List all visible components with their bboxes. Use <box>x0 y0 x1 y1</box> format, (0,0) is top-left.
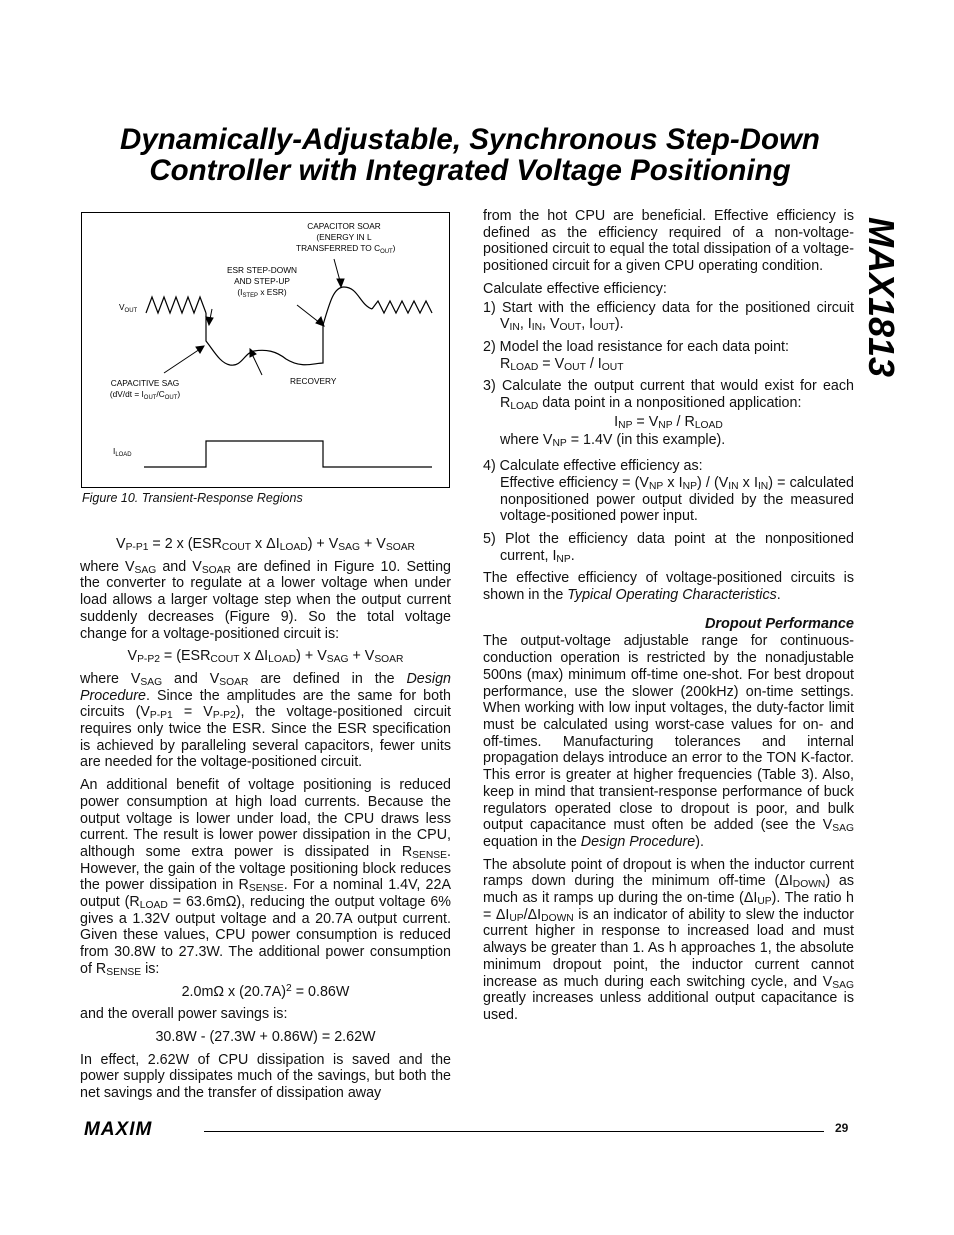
arrow-capacitive-sag <box>164 346 204 373</box>
step-1: 1) Start with the efficiency data for the positioned circuit $V_{IN}$, $I_{IN}$, $V_{OUT}$, $I_{OUT}$). <box>483 299 854 334</box>
figure-transient-response <box>81 212 450 488</box>
paragraph-effective-efficiency-def: from the hot CPU are beneficial. Effective efficiency is defined as the efficiency required of a non-voltage-positioned circuit to equal the total dissipation of a voltage-positioned circuit for a given CPU operating condition. <box>483 208 854 275</box>
vout-label: $V_{OUT}$ <box>119 302 138 314</box>
step-3-where: where $V_{NP} = 1.4V$ (in this example). <box>500 432 726 450</box>
step-5: 5) Plot the efficiency data point at the nonpositioned current, $I_{NP}$. <box>483 530 854 565</box>
paragraph-overall-savings: and the overall power savings is: <box>80 1006 288 1023</box>
heading-dropout-performance: Dropout Performance <box>704 615 854 632</box>
arrow-recovery <box>250 349 262 375</box>
capacitive-sag-label: CAPACITIVE SAG $(dV/dt = I_{OUT}/C_{OUT})$ <box>109 378 181 401</box>
paragraph-design-procedure: where $V_{SAG}$ and $V_{SOAR}$ are defined in the Design Procedure. Since the amplitudes are the same for both circuits $(V_{P-P1} = V_{P-P2})$, the voltage-positioned circuit requires only twice the ESR. Since the ESR specification is achieved by paralleling several capacitors, fewer units are needed for the voltage-positioned circuit. <box>80 670 451 771</box>
paragraph-power-consumption: An additional benefit of voltage positioning is reduced power consumption at high load currents. Because the output voltage is lower under load, the CPU draws less current. The result is lower power dissipation in the CPU, although some extra power is dissipated in $R_{SENSE}$. However, the gain of the voltage positioning block reduces the power dissipation in $R_{SENSE}$. For a nominal 1.4V, 22A output $(R_{LOAD} = 63.6m\Omega)$, reducing the output voltage 6% gives a 1.32V output voltage and a 20.7A output current. Given these values, CPU power consumption is reduced from 30.8W to 27.3W. The additional power consumption of $R_{SENSE}$ is: <box>80 777 451 978</box>
vout-ripple-left <box>146 297 206 313</box>
side-part-number: MAX1813 <box>861 216 902 378</box>
esr-step-label: ESR STEP-DOWN AND STEP-UP ($I_{STEP}$ x ESR) <box>226 265 298 299</box>
paragraph-dropout-range: The output-voltage adjustable range for continuous-conduction operation is restricted by the nonadjustable 500ns (max) minimum off-time one-shot. For best dropout performance, use the slower (200kHz) on-time settings. When working with low input voltages, the duty-factor limit must be calculated using worst-case values for on- and off-times. Manufacturing tolerances and internal propagation delays introduce an error to the TON K-factor. This error is greater at higher frequencies (Table 3). Also, keep in mind that transient-response performance of buck regulators operated close to dropout is poor, and bulk output capacitance must often be added (see the $V_{SAG}$ equation in the Design Procedure). <box>483 633 854 850</box>
iload-label: $I_{LOAD}$ <box>113 446 132 458</box>
vout-sag-recovery <box>206 313 323 365</box>
recovery-label: RECOVERY <box>290 376 337 386</box>
vout-ripple-right <box>372 301 432 313</box>
step-4: 4) Calculate effective efficiency as: Effective efficiency = ($V_{NP}$ x $I_{NP}) / (V_{IN}$ x $I_{IN}$) = calculated nonpositioned power output divided by the measured voltage-positioned power input. <box>483 458 854 525</box>
paragraph-in-effect: In effect, 2.62W of CPU dissipation is saved and the power supply dissipates much of the savings, but both the net savings and the transfer of dissipation away <box>80 1051 451 1102</box>
title-line-2: Controller with Integrated Voltage Positioning <box>149 154 791 187</box>
equation-rsense-power: 2.0mΩ x $(20.7A)^2 = 0.86W$ <box>181 982 350 1000</box>
paragraph-calc-intro: Calculate effective efficiency: <box>483 280 667 297</box>
step-2: 2) Model the load resistance for each data point: $R_{LOAD} = V_{OUT} / I_{OUT}$ <box>483 338 789 373</box>
title-line-1: Dynamically-Adjustable, Synchronous Step-Down <box>120 123 820 156</box>
figure-caption: Figure 10. Transient-Response Regions <box>82 491 303 505</box>
transient-waveform-diagram <box>82 213 449 487</box>
equation-power-savings: 30.8W - (27.3W + 0.86W) = 2.62W <box>155 1028 376 1045</box>
vout-soar <box>323 287 372 325</box>
equation-vpp2: $V_{P-P2} = (ESR_{COUT}$ x $\Delta I_{LOAD}) + V_{SAG} + V_{SOAR}$ <box>127 648 404 666</box>
logo-text: MAXIM <box>84 1120 153 1138</box>
page-title <box>60 124 880 186</box>
paragraph-typical-operating: The effective efficiency of voltage-positioned circuits is shown in the Typical Operating Characteristics. <box>483 570 854 604</box>
paragraph-absolute-dropout: The absolute point of dropout is when the inductor current ramps down during the minimum off-time $(\Delta I_{DOWN})$ as much as it ramps up during the on-time $(\Delta I_{UP})$. The ratio $h = \Delta I_{UP}/\Delta I_{DOWN}$ is an indicator of ability to slew the inductor current higher in response to increased load and must always be greater than 1. As h approaches 1, the absolute minimum dropout point, the inductor current cannot increase as much during each switching cycle, and $V_{SAG}$ greatly increases unless additional output capacitance is used. <box>483 856 854 1023</box>
iload-waveform <box>144 441 432 467</box>
capacitor-soar-label: CAPACITOR SOAR (ENERGY IN L TRANSFERRED TO $C_{OUT}$) <box>296 221 396 255</box>
equation-vpp1: $V_{P-P1} = 2$ x ($ESR_{COUT}$ x $\Delta I_{LOAD}) + V_{SAG} + V_{SOAR}$ <box>116 536 415 553</box>
left-column <box>80 536 451 1108</box>
step-3: 3) Calculate the output current that would exist for each $R_{LOAD}$ data point in a nonpositioned application: <box>483 378 854 413</box>
arrow-esr-step-up <box>297 305 324 326</box>
maxim-logo <box>84 1120 192 1143</box>
maxim-logo-icon <box>84 1120 192 1138</box>
equation-inp: $I_{NP} = V_{NP} / R_{LOAD}$ <box>614 413 723 431</box>
page-number: 29 <box>835 1121 849 1135</box>
paragraph-vsag-definition: where $V_{SAG}$ and $V_{SOAR}$ are defined in Figure 10. Setting the converter to regulate at a lower voltage when under load allows a larger voltage step when the output current suddenly decreases (Figure 9). So the total voltage change for a voltage-positioned circuit is: <box>80 558 451 642</box>
arrow-capacitor-soar <box>334 259 344 287</box>
right-column <box>483 208 854 1030</box>
footer-rule <box>204 1131 824 1132</box>
arrow-esr-step-down <box>206 309 213 325</box>
